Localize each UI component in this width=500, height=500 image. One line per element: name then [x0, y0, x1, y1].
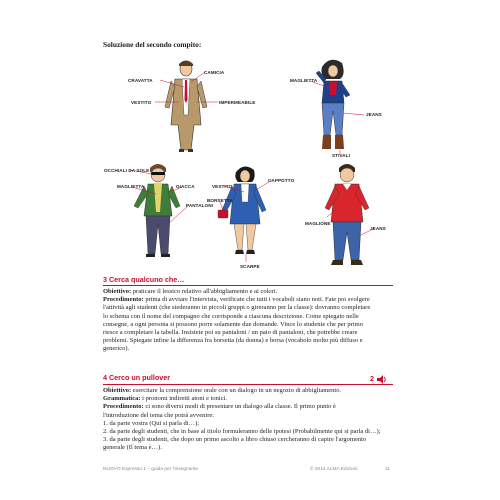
section-4-line-1: l'introduzione del tema che potrà avvenire:: [103, 411, 215, 419]
footer-center: © 2014 ALMA Edizioni: [310, 467, 358, 472]
section-3-body: [103, 288, 393, 354]
label-cravatta: CRAVATTA: [128, 78, 153, 83]
section-4-body: [103, 387, 393, 453]
label-maglione: MAGLIONE: [305, 221, 331, 226]
woman-jeans-drawing: [300, 55, 380, 155]
label-camicia: CAMICIA: [204, 70, 225, 75]
label-pantaloni: PANTALONI: [186, 203, 214, 208]
label-jeans-2: JEANS: [370, 226, 386, 231]
section-4-line-0: Procedimento: ci sono diversi modi di presentare un dialogo alla classe. Il primo punto è: [103, 403, 336, 411]
illustration-woman-coat: [210, 162, 290, 262]
section-4-line-4: 3. da parte degli studenti, che dopo un primo ascolto a libro chiuso cercheranno di capire l'argomento: [103, 436, 367, 444]
label-cappotto: CAPPOTTO: [268, 178, 295, 183]
illustration-woman-jeans: [300, 55, 380, 155]
section-3-line-3: consegne, a ogni persona si possono porre solamente due domande. Vince lo studente che per primo: [103, 320, 363, 328]
label-maglietta-1: MAGLIETTA: [290, 78, 318, 83]
woman-coat-drawing: [210, 162, 290, 262]
section-4-line-2: 1. da parte vostra (Qui si parla di…);: [103, 419, 200, 427]
section-3-line-2: lo schema con il nome del compagno che corrisponde a ciascuna descrizione. Come spiegato nelle: [103, 312, 359, 320]
section-3-line-6: generico).: [103, 345, 130, 353]
section-4-title: 4 Cerco un pullover: [103, 373, 171, 382]
audio-speaker-icon: [377, 375, 387, 384]
section-4-rule: [103, 384, 393, 385]
label-borsetta: BORSETTA: [207, 198, 233, 203]
solution-heading: Soluzione del secondo compito:: [103, 40, 202, 49]
label-vestito-2: VESTITO: [212, 184, 233, 189]
label-maglietta-2: MAGLIETTA: [117, 184, 145, 189]
label-vestito-1: VESTITO: [131, 100, 152, 105]
section-3-line-0: Procedimento: prima di avviare l'intervista, verificate che tutti i vocaboli siano noti. Fate poi svolgere: [103, 296, 370, 304]
illustration-man-sweater: [305, 162, 385, 272]
illustration-man-jacket: [120, 162, 200, 262]
label-scarpe: SCARPE: [240, 264, 260, 269]
label-jeans-1: JEANS: [366, 112, 382, 117]
section-4-grammatica: Grammatica: i pronomi indiretti atoni e tonici.: [103, 395, 228, 403]
track-number: 2: [370, 376, 374, 383]
footer-left: NUOVO Espresso 1 – guida per l'insegnante: [103, 467, 199, 472]
label-impermeabile: IMPERMEABILE: [219, 100, 256, 105]
section-4-obiettivo: Obiettivo: esercitare la comprensione orale con un dialogo in un negozio di abbigliamento.: [103, 387, 342, 394]
section-3-obiettivo: Obiettivo: praticare il lessico relativo all'abbigliamento e ai colori.: [103, 288, 278, 295]
section-3-line-5: problemi. Spiegate infine la differenza fra borsetta (da donna) e borsa (vocabolo molto più diffuso e: [103, 337, 363, 345]
man-jacket-drawing: [120, 162, 200, 262]
label-giacca: GIACCA: [176, 184, 195, 189]
section-4-line-5: generale (Il tema è…).: [103, 444, 162, 452]
section-3-line-4: riesce a completare la tabella. Insistete poi su pantaloni / un paio di pantaloni, che potrebbe creare: [103, 329, 358, 337]
section-3-rule: [103, 285, 393, 286]
section-3-line-1: l'attività agli studenti (che siederanno in piccoli gruppi o gireranno per la classe): dovranno completare: [103, 304, 371, 312]
section-4-line-3: 2. da parte degli studenti, che in base al titolo formuleranno delle ipotesi (Probabilmente qui si parla di…);: [103, 428, 381, 436]
footer-page-number: 11: [385, 467, 390, 472]
illustration-man-raincoat: [115, 55, 255, 155]
label-occhiali-da-sole: OCCHIALI DA SOLE: [104, 168, 150, 173]
label-stivali: STIVALI: [332, 153, 350, 158]
man-sweater-drawing: [305, 162, 385, 272]
man-raincoat-drawing: [115, 55, 255, 155]
section-3-title: 3 Cerca qualcuno che…: [103, 275, 185, 284]
audio-track[interactable]: [370, 375, 387, 384]
